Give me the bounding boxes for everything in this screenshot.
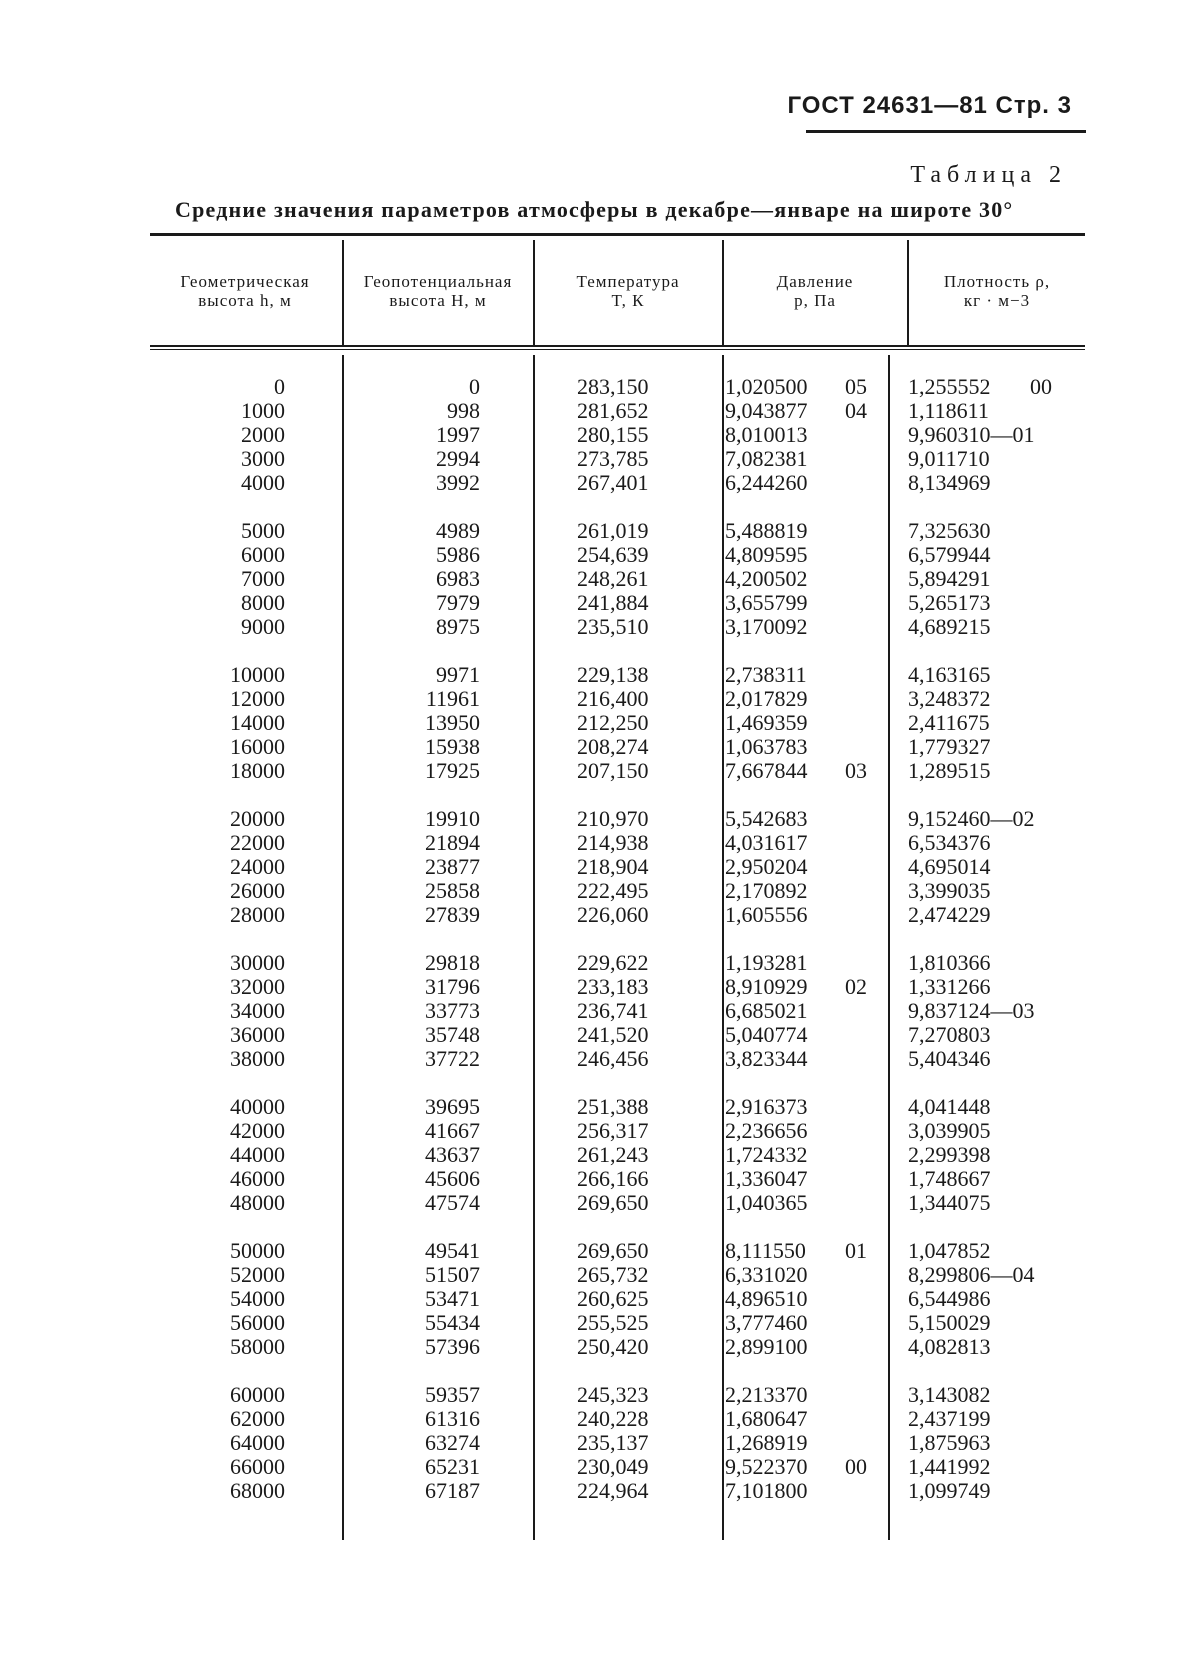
pressure-cell: 1,040365 <box>725 1190 808 1215</box>
density-cell: 9,837124—03 <box>908 998 1035 1023</box>
temperature-cell: 241,884 <box>577 590 649 615</box>
geometric-height-cell: 26000 <box>230 878 285 903</box>
geopotential-height-cell: 25858 <box>425 878 480 903</box>
density-cell: 9,011710 <box>908 446 990 471</box>
temperature-cell: 269,650 <box>577 1190 649 1215</box>
header-separator-rule <box>150 345 1085 347</box>
density-cell: 1,810366 <box>908 950 991 975</box>
table-row <box>0 951 1187 975</box>
table-row <box>0 1047 1187 1071</box>
temperature-cell: 273,785 <box>577 446 649 471</box>
geometric-height-cell: 4000 <box>241 470 285 495</box>
geometric-height-cell: 62000 <box>230 1406 285 1431</box>
column-header-density <box>909 272 1085 310</box>
geopotential-height-cell: 23877 <box>425 854 480 879</box>
temperature-cell: 256,317 <box>577 1118 649 1143</box>
temperature-cell: 235,137 <box>577 1430 649 1455</box>
column-header-pressure <box>724 272 906 310</box>
pressure-cell: 2,738311 <box>725 662 807 687</box>
pressure-exponent-cell: 02 <box>845 974 867 999</box>
density-exponent-cell: 00 <box>1030 374 1052 399</box>
geometric-height-cell: 68000 <box>230 1478 285 1503</box>
geopotential-height-cell: 0 <box>469 374 480 399</box>
temperature-cell: 245,323 <box>577 1382 649 1407</box>
geometric-height-cell: 3000 <box>241 446 285 471</box>
geopotential-height-cell: 3992 <box>436 470 480 495</box>
table-label: Таблица 2 <box>910 162 1067 188</box>
pressure-cell: 3,777460 <box>725 1310 808 1335</box>
pressure-cell: 6,244260 <box>725 470 808 495</box>
pressure-cell: 4,031617 <box>725 830 808 855</box>
geometric-height-cell: 52000 <box>230 1262 285 1287</box>
geopotential-height-cell: 41667 <box>425 1118 480 1143</box>
pressure-cell: 5,488819 <box>725 518 808 543</box>
pressure-cell: 2,899100 <box>725 1334 808 1359</box>
geometric-height-cell: 1000 <box>241 398 285 423</box>
geometric-height-cell: 18000 <box>230 758 285 783</box>
pressure-cell: 8,010013 <box>725 422 808 447</box>
temperature-cell: 222,495 <box>577 878 649 903</box>
table-row <box>0 471 1187 495</box>
geopotential-height-cell: 51507 <box>425 1262 480 1287</box>
geometric-height-cell: 60000 <box>230 1382 285 1407</box>
geometric-height-cell: 30000 <box>230 950 285 975</box>
geometric-height-cell: 38000 <box>230 1046 285 1071</box>
temperature-cell: 281,652 <box>577 398 649 423</box>
density-cell: 1,289515 <box>908 758 991 783</box>
pressure-cell: 1,193281 <box>725 950 808 975</box>
temperature-cell: 216,400 <box>577 686 649 711</box>
temperature-cell: 226,060 <box>577 902 649 927</box>
geopotential-height-cell: 39695 <box>425 1094 480 1119</box>
geometric-height-cell: 22000 <box>230 830 285 855</box>
temperature-cell: 251,388 <box>577 1094 649 1119</box>
pressure-cell: 1,680647 <box>725 1406 808 1431</box>
density-cell: 1,344075 <box>908 1190 991 1215</box>
temperature-cell: 248,261 <box>577 566 649 591</box>
pressure-cell: 4,809595 <box>725 542 808 567</box>
temperature-cell: 208,274 <box>577 734 649 759</box>
temperature-cell: 236,741 <box>577 998 649 1023</box>
density-cell: 1,047852 <box>908 1238 991 1263</box>
geometric-height-cell: 32000 <box>230 974 285 999</box>
pressure-cell: 7,667844 <box>725 758 808 783</box>
geometric-height-cell: 9000 <box>241 614 285 639</box>
temperature-cell: 210,970 <box>577 806 649 831</box>
table-row <box>0 1263 1187 1287</box>
density-cell: 6,579944 <box>908 542 991 567</box>
column-header-line: Температура <box>576 272 680 291</box>
density-cell: 4,689215 <box>908 614 991 639</box>
header-separator-rule <box>150 349 1085 350</box>
density-cell: 3,399035 <box>908 878 991 903</box>
table-row <box>0 423 1187 447</box>
pressure-cell: 5,040774 <box>725 1022 808 1047</box>
temperature-cell: 261,243 <box>577 1142 649 1167</box>
temperature-cell: 267,401 <box>577 470 649 495</box>
pressure-cell: 6,331020 <box>725 1262 808 1287</box>
pressure-cell: 2,950204 <box>725 854 808 879</box>
column-header-line: высота H, м <box>389 291 487 310</box>
table-row <box>0 615 1187 639</box>
column-header-line: Геопотенциальная <box>363 272 513 291</box>
geopotential-height-cell: 55434 <box>425 1310 480 1335</box>
column-header-line: Геометрическая <box>180 272 310 291</box>
geopotential-height-cell: 1997 <box>436 422 480 447</box>
table-row <box>0 879 1187 903</box>
pressure-cell: 9,522370 <box>725 1454 808 1479</box>
temperature-cell: 218,904 <box>577 854 649 879</box>
geometric-height-cell: 66000 <box>230 1454 285 1479</box>
pressure-cell: 5,542683 <box>725 806 808 831</box>
geometric-height-cell: 2000 <box>241 422 285 447</box>
geometric-height-cell: 8000 <box>241 590 285 615</box>
pressure-cell: 4,200502 <box>725 566 808 591</box>
geopotential-height-cell: 17925 <box>425 758 480 783</box>
table-row <box>0 711 1187 735</box>
density-cell: 7,270803 <box>908 1022 991 1047</box>
column-header-line: высота h, м <box>198 291 292 310</box>
geometric-height-cell: 64000 <box>230 1430 285 1455</box>
geometric-height-cell: 14000 <box>230 710 285 735</box>
pressure-cell: 3,170092 <box>725 614 808 639</box>
density-cell: 1,748667 <box>908 1166 991 1191</box>
column-header-line: p, Па <box>794 291 836 310</box>
table-row <box>0 759 1187 783</box>
header-rule <box>806 130 1086 133</box>
density-cell: 1,875963 <box>908 1430 991 1455</box>
pressure-exponent-cell: 03 <box>845 758 867 783</box>
temperature-cell: 224,964 <box>577 1478 649 1503</box>
table-row <box>0 903 1187 927</box>
temperature-cell: 241,520 <box>577 1022 649 1047</box>
temperature-cell: 229,138 <box>577 662 649 687</box>
table-row <box>0 1455 1187 1479</box>
temperature-cell: 280,155 <box>577 422 649 447</box>
pressure-cell: 3,655799 <box>725 590 808 615</box>
temperature-cell: 230,049 <box>577 1454 649 1479</box>
temperature-cell: 254,639 <box>577 542 649 567</box>
table-row <box>0 399 1187 423</box>
density-cell: 8,134969 <box>908 470 991 495</box>
temperature-cell: 265,732 <box>577 1262 649 1287</box>
column-header-line: Давление <box>776 272 854 291</box>
table-row <box>0 1239 1187 1263</box>
pressure-cell: 2,170892 <box>725 878 808 903</box>
geometric-height-cell: 10000 <box>230 662 285 687</box>
column-header-geopotential-height <box>344 272 532 310</box>
geometric-height-cell: 5000 <box>241 518 285 543</box>
page-header: ГОСТ 24631—81 Стр. 3 <box>787 92 1072 119</box>
temperature-cell: 212,250 <box>577 710 649 735</box>
pressure-cell: 2,017829 <box>725 686 808 711</box>
density-cell: 2,299398 <box>908 1142 991 1167</box>
temperature-cell: 207,150 <box>577 758 649 783</box>
density-cell: 1,255552 <box>908 374 991 399</box>
pressure-exponent-cell: 00 <box>845 1454 867 1479</box>
table-row <box>0 591 1187 615</box>
temperature-cell: 260,625 <box>577 1286 649 1311</box>
density-cell: 1,118611 <box>908 398 989 423</box>
geometric-height-cell: 24000 <box>230 854 285 879</box>
table-row <box>0 1119 1187 1143</box>
geometric-height-cell: 40000 <box>230 1094 285 1119</box>
geometric-height-cell: 44000 <box>230 1142 285 1167</box>
density-cell: 7,325630 <box>908 518 991 543</box>
table-row <box>0 1335 1187 1359</box>
pressure-cell: 1,020500 <box>725 374 808 399</box>
density-cell: 1,099749 <box>908 1478 991 1503</box>
geometric-height-cell: 42000 <box>230 1118 285 1143</box>
density-cell: 5,894291 <box>908 566 991 591</box>
geopotential-height-cell: 19910 <box>425 806 480 831</box>
geopotential-height-cell: 65231 <box>425 1454 480 1479</box>
pressure-cell: 2,916373 <box>725 1094 808 1119</box>
pressure-cell: 1,605556 <box>725 902 808 927</box>
column-header-line: T, К <box>611 291 645 310</box>
density-cell: 2,474229 <box>908 902 991 927</box>
density-cell: 3,143082 <box>908 1382 991 1407</box>
geopotential-height-cell: 47574 <box>425 1190 480 1215</box>
geometric-height-cell: 12000 <box>230 686 285 711</box>
temperature-cell: 233,183 <box>577 974 649 999</box>
table-row <box>0 687 1187 711</box>
pressure-cell: 2,213370 <box>725 1382 808 1407</box>
table-row <box>0 1431 1187 1455</box>
table-caption: Средние значения параметров атмосферы в декабре—январе на широте 30° <box>175 197 1014 222</box>
density-cell: 9,152460—02 <box>908 806 1035 831</box>
geometric-height-cell: 46000 <box>230 1166 285 1191</box>
geometric-height-cell: 16000 <box>230 734 285 759</box>
density-cell: 6,534376 <box>908 830 991 855</box>
geopotential-height-cell: 11961 <box>425 686 480 711</box>
pressure-cell: 1,469359 <box>725 710 808 735</box>
geopotential-height-cell: 29818 <box>425 950 480 975</box>
geopotential-height-cell: 45606 <box>425 1166 480 1191</box>
density-cell: 1,441992 <box>908 1454 991 1479</box>
geometric-height-cell: 50000 <box>230 1238 285 1263</box>
geopotential-height-cell: 35748 <box>425 1022 480 1047</box>
geopotential-height-cell: 2994 <box>436 446 480 471</box>
table-row <box>0 1311 1187 1335</box>
pressure-cell: 8,111550 <box>725 1238 806 1263</box>
table-row <box>0 807 1187 831</box>
geopotential-height-cell: 15938 <box>425 734 480 759</box>
geopotential-height-cell: 53471 <box>425 1286 480 1311</box>
geopotential-height-cell: 998 <box>447 398 480 423</box>
table-row <box>0 519 1187 543</box>
temperature-cell: 255,525 <box>577 1310 649 1335</box>
geometric-height-cell: 56000 <box>230 1310 285 1335</box>
density-cell: 5,265173 <box>908 590 991 615</box>
table-row <box>0 1407 1187 1431</box>
table-row <box>0 1479 1187 1503</box>
pressure-cell: 9,043877 <box>725 398 808 423</box>
table-row <box>0 663 1187 687</box>
temperature-cell: 266,166 <box>577 1166 649 1191</box>
temperature-cell: 214,938 <box>577 830 649 855</box>
pressure-cell: 2,236656 <box>725 1118 808 1143</box>
pressure-cell: 4,896510 <box>725 1286 808 1311</box>
table-row <box>0 1143 1187 1167</box>
table-top-rule <box>150 233 1085 236</box>
temperature-cell: 250,420 <box>577 1334 649 1359</box>
temperature-cell: 261,019 <box>577 518 649 543</box>
table-row <box>0 375 1187 399</box>
pressure-exponent-cell: 04 <box>845 398 867 423</box>
geometric-height-cell: 20000 <box>230 806 285 831</box>
geopotential-height-cell: 61316 <box>425 1406 480 1431</box>
geopotential-height-cell: 49541 <box>425 1238 480 1263</box>
table-row <box>0 831 1187 855</box>
column-header-geometric-height <box>150 272 340 310</box>
density-cell: 3,248372 <box>908 686 991 711</box>
density-cell: 1,779327 <box>908 734 991 759</box>
geopotential-height-cell: 9971 <box>436 662 480 687</box>
table-row <box>0 975 1187 999</box>
geopotential-height-cell: 31796 <box>425 974 480 999</box>
table-row <box>0 447 1187 471</box>
pressure-cell: 1,063783 <box>725 734 808 759</box>
pressure-cell: 3,823344 <box>725 1046 808 1071</box>
geopotential-height-cell: 43637 <box>425 1142 480 1167</box>
density-cell: 4,041448 <box>908 1094 991 1119</box>
table-row <box>0 1095 1187 1119</box>
density-cell: 2,411675 <box>908 710 990 735</box>
pressure-exponent-cell: 05 <box>845 374 867 399</box>
column-header-temperature <box>535 272 721 310</box>
pressure-cell: 7,101800 <box>725 1478 808 1503</box>
geopotential-height-cell: 27839 <box>425 902 480 927</box>
table-row <box>0 735 1187 759</box>
table-row <box>0 567 1187 591</box>
pressure-cell: 8,910929 <box>725 974 808 999</box>
temperature-cell: 246,456 <box>577 1046 649 1071</box>
temperature-cell: 229,622 <box>577 950 649 975</box>
density-cell: 6,544986 <box>908 1286 991 1311</box>
geometric-height-cell: 48000 <box>230 1190 285 1215</box>
temperature-cell: 235,510 <box>577 614 649 639</box>
geometric-height-cell: 34000 <box>230 998 285 1023</box>
geometric-height-cell: 0 <box>274 374 285 399</box>
table-row <box>0 543 1187 567</box>
density-cell: 1,331266 <box>908 974 991 999</box>
table-row <box>0 1023 1187 1047</box>
density-cell: 9,960310—01 <box>908 422 1035 447</box>
table-row <box>0 1191 1187 1215</box>
geopotential-height-cell: 13950 <box>425 710 480 735</box>
density-cell: 8,299806—04 <box>908 1262 1035 1287</box>
pressure-cell: 1,724332 <box>725 1142 808 1167</box>
pressure-cell: 1,268919 <box>725 1430 808 1455</box>
table-row <box>0 1167 1187 1191</box>
table-row <box>0 1287 1187 1311</box>
geopotential-height-cell: 33773 <box>425 998 480 1023</box>
column-header-line: Плотность ρ, <box>943 272 1051 291</box>
temperature-cell: 269,650 <box>577 1238 649 1263</box>
pressure-cell: 6,685021 <box>725 998 808 1023</box>
pressure-cell: 1,336047 <box>725 1166 808 1191</box>
geometric-height-cell: 28000 <box>230 902 285 927</box>
temperature-cell: 240,228 <box>577 1406 649 1431</box>
geopotential-height-cell: 57396 <box>425 1334 480 1359</box>
geopotential-height-cell: 21894 <box>425 830 480 855</box>
density-cell: 4,082813 <box>908 1334 991 1359</box>
geopotential-height-cell: 4989 <box>436 518 480 543</box>
geopotential-height-cell: 7979 <box>436 590 480 615</box>
density-cell: 5,150029 <box>908 1310 991 1335</box>
geopotential-height-cell: 67187 <box>425 1478 480 1503</box>
geometric-height-cell: 54000 <box>230 1286 285 1311</box>
geometric-height-cell: 36000 <box>230 1022 285 1047</box>
temperature-cell: 283,150 <box>577 374 649 399</box>
geopotential-height-cell: 6983 <box>436 566 480 591</box>
geopotential-height-cell: 37722 <box>425 1046 480 1071</box>
pressure-cell: 7,082381 <box>725 446 808 471</box>
density-cell: 4,163165 <box>908 662 991 687</box>
geopotential-height-cell: 5986 <box>436 542 480 567</box>
geopotential-height-cell: 63274 <box>425 1430 480 1455</box>
table-row <box>0 855 1187 879</box>
pressure-exponent-cell: 01 <box>845 1238 867 1263</box>
density-cell: 2,437199 <box>908 1406 991 1431</box>
density-cell: 3,039905 <box>908 1118 991 1143</box>
table-row <box>0 1383 1187 1407</box>
geopotential-height-cell: 8975 <box>436 614 480 639</box>
table-row <box>0 999 1187 1023</box>
geometric-height-cell: 6000 <box>241 542 285 567</box>
column-header-line: кг · м−3 <box>963 291 1031 310</box>
geopotential-height-cell: 59357 <box>425 1382 480 1407</box>
geometric-height-cell: 7000 <box>241 566 285 591</box>
density-cell: 4,695014 <box>908 854 991 879</box>
geometric-height-cell: 58000 <box>230 1334 285 1359</box>
density-cell: 5,404346 <box>908 1046 991 1071</box>
